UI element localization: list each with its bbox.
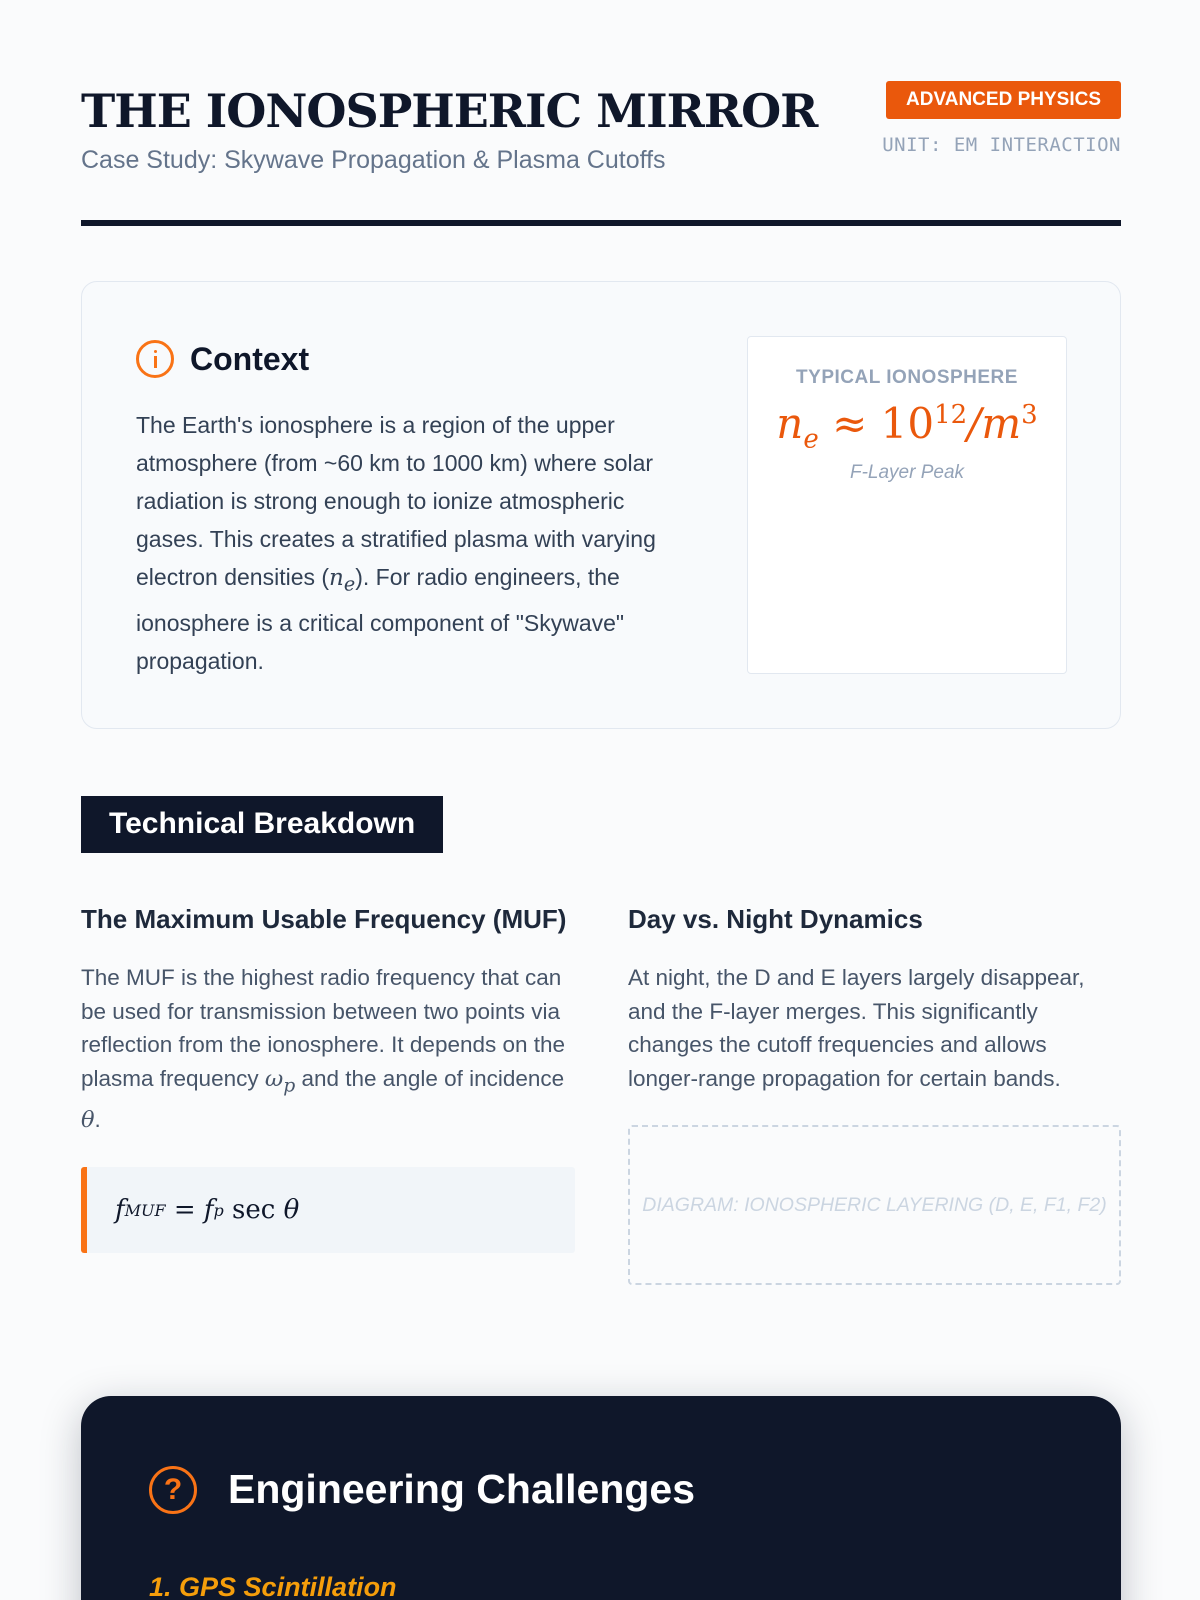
plasma-frequency-symbol: $\omega_p$ — [264, 1065, 296, 1096]
page-header — [81, 0, 1121, 230]
page-title: THE IONOSPHERIC MIRROR — [81, 84, 818, 138]
muf-title: The Maximum Usable Frequency (MUF) — [81, 904, 567, 934]
challenges-title: Engineering Challenges — [228, 1466, 696, 1512]
incidence-angle-symbol: θ — [81, 1106, 95, 1133]
question-icon: ? — [149, 1466, 197, 1514]
challenge-item-gps-scintillation: 1. GPS Scintillation — [149, 1572, 397, 1600]
muf-formula: f MUF = f p sec θ — [81, 1167, 575, 1253]
context-title: Context — [190, 340, 310, 377]
header-divider — [81, 220, 1121, 226]
context-paragraph — [136, 406, 676, 680]
muf-column — [81, 899, 575, 1253]
level-badge: ADVANCED PHYSICS — [886, 81, 1121, 119]
stat-box — [747, 336, 1067, 674]
context-card — [81, 281, 1121, 729]
electron-density-symbol: $n_e$ — [329, 565, 356, 596]
muf-paragraph: The MUF is the highest radio frequency that can be used for transmission between two points via reflection from the ionosphere. It depends on the plasma frequency $\omega_p$ and the angle of incidence θ. — [81, 965, 566, 1133]
info-icon — [136, 340, 174, 378]
day-night-paragraph: At night, the D and E layers largely disappear, and the F-layer merges. This significantly changes the cutoff frequencies and allows longer-range propagation for certain bands. — [628, 965, 1085, 1091]
stat-label: TYPICAL IONOSPHERE — [796, 367, 1018, 388]
context-text-after: ). For radio engineers, the ionosphere is a critical component of "Skywave" propagation. — [136, 564, 625, 674]
page — [81, 0, 1121, 1600]
day-night-title: Day vs. Night Dynamics — [628, 904, 923, 934]
section-label-technical-breakdown: Technical Breakdown — [81, 796, 443, 853]
diagram-placeholder: DIAGRAM: IONOSPHERIC LAYERING (D, E, F1, F2) — [628, 1125, 1121, 1285]
unit-label: UNIT: EM INTERACTION — [882, 134, 1121, 156]
stat-caption: F-Layer Peak — [849, 462, 965, 484]
context-text-before: The Earth's ionosphere is a region of the upper atmosphere (from ~60 km to 1000 km) where solar radiation is strong enough to ionize atmospheric gases. This creates a stratified plasma with varying electron densities ( — [136, 412, 656, 590]
challenges-panel — [81, 1396, 1121, 1600]
page-subtitle: Case Study: Skywave Propagation & Plasma Cutoffs — [81, 146, 666, 174]
context-heading — [136, 340, 309, 378]
stat-formula: $n_e \approx 10^{12}/m^3$ — [776, 399, 1038, 455]
day-night-column — [628, 899, 1121, 1285]
